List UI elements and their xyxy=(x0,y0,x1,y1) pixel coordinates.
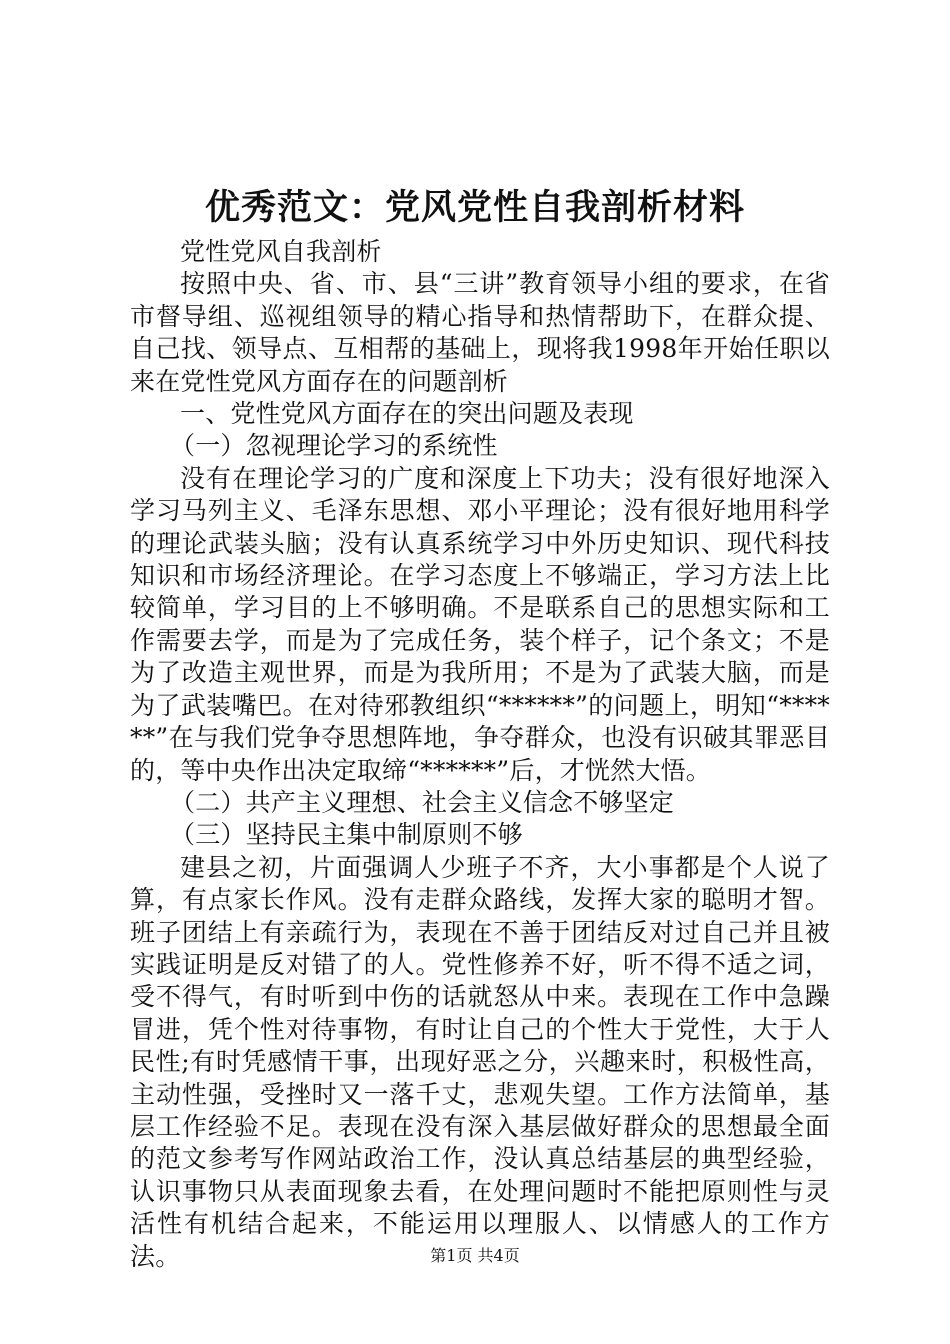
document-title: 优秀范文：党风党性自我剖析材料 xyxy=(204,187,745,228)
subsection-heading: （二）共产主义理想、社会主义信念不够坚定 xyxy=(170,787,675,817)
page-footer: 第1页 共4页 xyxy=(430,1246,520,1265)
subsection-heading: （一）忽视理论学习的系统性 xyxy=(170,431,498,461)
section-heading: 一、党性党风方面存在的突出问题及表现 xyxy=(180,399,634,429)
paragraph-body: 建县之初，片面强调人少班子不齐，大小事都是个人说了算，有点家长作风。没有走群众路线，发挥大家的聪明才智。班子团结上有亲疏行为，表现在不善于团结反对过自己并且被实践证明是反对错了的人。党性修养不好，听不得不适之词，受不得气，有时听到中伤的话就怒从中来。表现在工作中急躁冒进，凭个性对待事物，有时让自己的个性大于党性，大于人民性;有时凭感情干事，出现好恶之分，兴趣来时，积极性高，主动性强，受挫时又一落千丈，悲观失望。工作方法简单，基层工作经验不足。表现在没有深入基层做好群众的思想最全面的范文参考写作网站政治工作，没认真总结基层的典型经验，认识事物只从表面现象去看，在处理问题时不能把原则性与灵活性有机结合起来，不能运用以理服人、以情感人的工作方法。 xyxy=(130,852,830,1271)
document-body xyxy=(130,236,830,1273)
paragraph-heading: 党性党风自我剖析 xyxy=(180,237,382,266)
paragraph-intro: 按照中央、省、市、县“三讲”教育领导小组的要求，在省市督导组、巡视组领导的精心指导和热情帮助下，在群众提、自己找、领导点、互相帮的基础上，现将我1998年开始任职以来在党性党风方面存在的问题剖析 xyxy=(130,269,830,396)
paragraph-body: 没有在理论学习的广度和深度上下功夫；没有很好地深入学习马列主义、毛泽东思想、邓小平理论；没有很好地用科学的理论武装头脑；没有认真系统学习中外历史知识、现代科技知识和市场经济理论。在学习态度上不够端正，学习方法上比较简单，学习目的上不够明确。不是联系自己的思想实际和工作需要去学，而是为了完成任务，装个样子，记个条文；不是为了改造主观世界，而是为我所用；不是为了武装大脑，而是为了武装嘴巴。在对待邪教组织“******”的问题上，明知“******”在与我们党争夺思想阵地，争夺群众，也没有识破其罪恶目的，等中央作出决定取缔“******”后，才恍然大悟。 xyxy=(130,463,830,785)
subsection-heading: （三）坚持民主集中制原则不够 xyxy=(170,820,523,850)
